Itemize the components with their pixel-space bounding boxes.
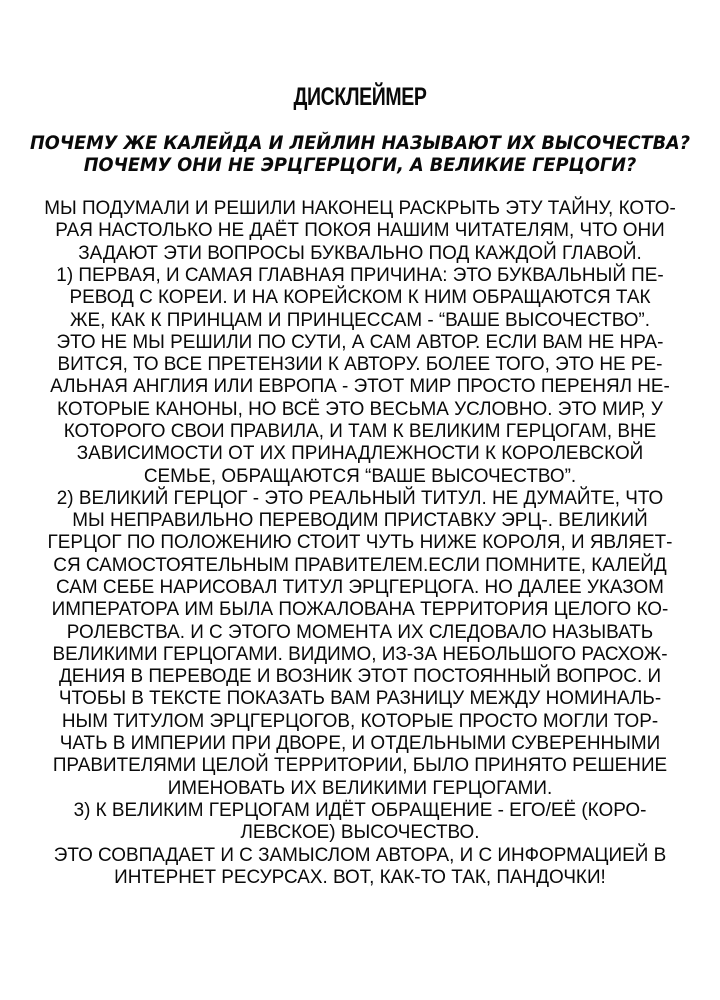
body-line: 2) ВЕЛИКИЙ ГЕРЦОГ - ЭТО РЕАЛЬНЫЙ ТИТУЛ. НЕ ДУМАЙТЕ, ЧТО	[56, 487, 664, 509]
body-line: СЕМЬЕ, ОБРАЩАЮТСЯ “ВАШЕ ВЫСОЧЕСТВО”.	[143, 465, 577, 487]
body-line: ПРАВИТЕЛЯМИ ЦЕЛОЙ ТЕРРИТОРИИ, БЫЛО ПРИНЯТО РЕШЕНИЕ	[52, 754, 668, 776]
body-line: ИМПЕРАТОРА ИМ БЫЛА ПОЖАЛОВАНА ТЕРРИТОРИЯ ЦЕЛОГО КО-	[51, 598, 669, 620]
body-line: ЗАВИСИМОСТИ ОТ ИХ ПРИНАДЛЕЖНОСТИ К КОРОЛЕВСКОЙ	[76, 442, 644, 464]
body-line: РЕВОД С КОРЕИ. И НА КОРЕЙСКОМ К НИМ ОБРАЩАЮТСЯ ТАК	[69, 286, 651, 308]
body-line: ЧТОБЫ В ТЕКСТЕ ПОКАЗАТЬ ВАМ РАЗНИЦУ МЕЖДУ НОМИНАЛЬ-	[58, 687, 662, 709]
body-line: ЗАДАЮТ ЭТИ ВОПРОСЫ БУКВАЛЬНО ПОД КАЖДОЙ ГЛАВОЙ.	[78, 242, 642, 264]
body-line: ВЕЛИКИМИ ГЕРЦОГАМИ. ВИДИМО, ИЗ-ЗА НЕБОЛЬШОГО РАСХОЖ-	[52, 643, 668, 665]
body-line: РАЯ НАСТОЛЬКО НЕ ДАЁТ ПОКОЯ НАШИМ ЧИТАТЕЛЯМ, ЧТО ОНИ	[55, 219, 665, 241]
body-line: 3) К ВЕЛИКИМ ГЕРЦОГАМ ИДЁТ ОБРАЩЕНИЕ - ЕГО/ЕЁ (КОРО-	[73, 799, 647, 821]
page-title: ДИСКЛЕЙМЕР	[293, 83, 427, 111]
body-line: МЫ НЕПРАВИЛЬНО ПЕРЕВОДИМ ПРИСТАВКУ ЭРЦ-. ВЕЛИКИЙ	[72, 509, 648, 531]
body-line: ЧАТЬ В ИМПЕРИИ ПРИ ДВОРЕ, И ОТДЕЛЬНЫМИ СУВЕРЕННЫМИ	[59, 732, 661, 754]
body-line: КОТОРОГО СВОИ ПРАВИЛА, И ТАМ К ВЕЛИКИМ ГЕРЦОГАМ, ВНЕ	[63, 420, 657, 442]
body-line: СЯ САМОСТОЯТЕЛЬНЫМ ПРАВИТЕЛЕМ.ЕСЛИ ПОМНИТЕ, КАЛЕЙД	[53, 554, 667, 576]
body-line: РОЛЕВСТВА. И С ЭТОГО МОМЕНТА ИХ СЛЕДОВАЛО НАЗЫВАТЬ	[66, 621, 654, 643]
body-line: САМ СЕБЕ НАРИСОВАЛ ТИТУЛ ЭРЦГЕРЦОГА. НО ДАЛЕЕ УКАЗОМ	[56, 576, 664, 598]
body-line: ЭТО СОВПАДАЕТ И С ЗАМЫСЛОМ АВТОРА, И С ИНФОРМАЦИЕЙ В	[53, 844, 667, 866]
body-line: 1) ПЕРВАЯ, И САМАЯ ГЛАВНАЯ ПРИЧИНА: ЭТО БУКВАЛЬНЫЙ ПЕ-	[56, 264, 664, 286]
body-line: ЭТО НЕ МЫ РЕШИЛИ ПО СУТИ, А САМ АВТОР. ЕСЛИ ВАМ НЕ НРА-	[56, 331, 664, 353]
body-line: ЖЕ, КАК К ПРИНЦАМ И ПРИНЦЕССАМ - “ВАШЕ ВЫСОЧЕСТВО”.	[70, 309, 650, 331]
question-line: ПОЧЕМУ ЖЕ КАЛЕЙДА И ЛЕЙЛИН НАЗЫВАЮТ ИХ ВЫСОЧЕСТВА?	[30, 132, 690, 154]
body-line: ИНТЕРНЕТ РЕСУРСАХ. ВОТ, КАК-ТО ТАК, ПАНДОЧКИ!	[114, 866, 606, 888]
body-line: ЛЕВСКОЕ) ВЫСОЧЕСТВО.	[240, 821, 480, 843]
body-line: ВИТСЯ, ТО ВСЕ ПРЕТЕНЗИИ К АВТОРУ. БОЛЕЕ ТОГО, ЭТО НЕ РЕ-	[57, 353, 663, 375]
body-line: ИМЕНОВАТЬ ИХ ВЕЛИКИМИ ГЕРЦОГАМИ.	[167, 777, 553, 799]
body-line: ГЕРЦОГ ПО ПОЛОЖЕНИЮ СТОИТ ЧУТЬ НИЖЕ КОРОЛЯ, И ЯВЛЯЕТ-	[47, 531, 673, 553]
body-line: МЫ ПОДУМАЛИ И РЕШИЛИ НАКОНЕЦ РАСКРЫТЬ ЭТУ ТАЙНУ, КОТО-	[44, 197, 676, 219]
body-line: НЫМ ТИТУЛОМ ЭРЦГЕРЦОГОВ, КОТОРЫЕ ПРОСТО МОГЛИ ТОР-	[61, 710, 659, 732]
body-line: КОТОРЫЕ КАНОНЫ, НО ВСЁ ЭТО ВЕСЬМА УСЛОВНО. ЭТО МИР, У	[57, 398, 663, 420]
body-line: ДЕНИЯ В ПЕРЕВОДЕ И ВОЗНИК ЭТОТ ПОСТОЯННЫЙ ВОПРОС. И	[58, 665, 662, 687]
question-line: ПОЧЕМУ ОНИ НЕ ЭРЦГЕРЦОГИ, А ВЕЛИКИЕ ГЕРЦОГИ?	[83, 154, 637, 176]
body-line: АЛЬНАЯ АНГЛИЯ ИЛИ ЕВРОПА - ЭТОТ МИР ПРОСТО ПЕРЕНЯЛ НЕ-	[50, 375, 670, 397]
